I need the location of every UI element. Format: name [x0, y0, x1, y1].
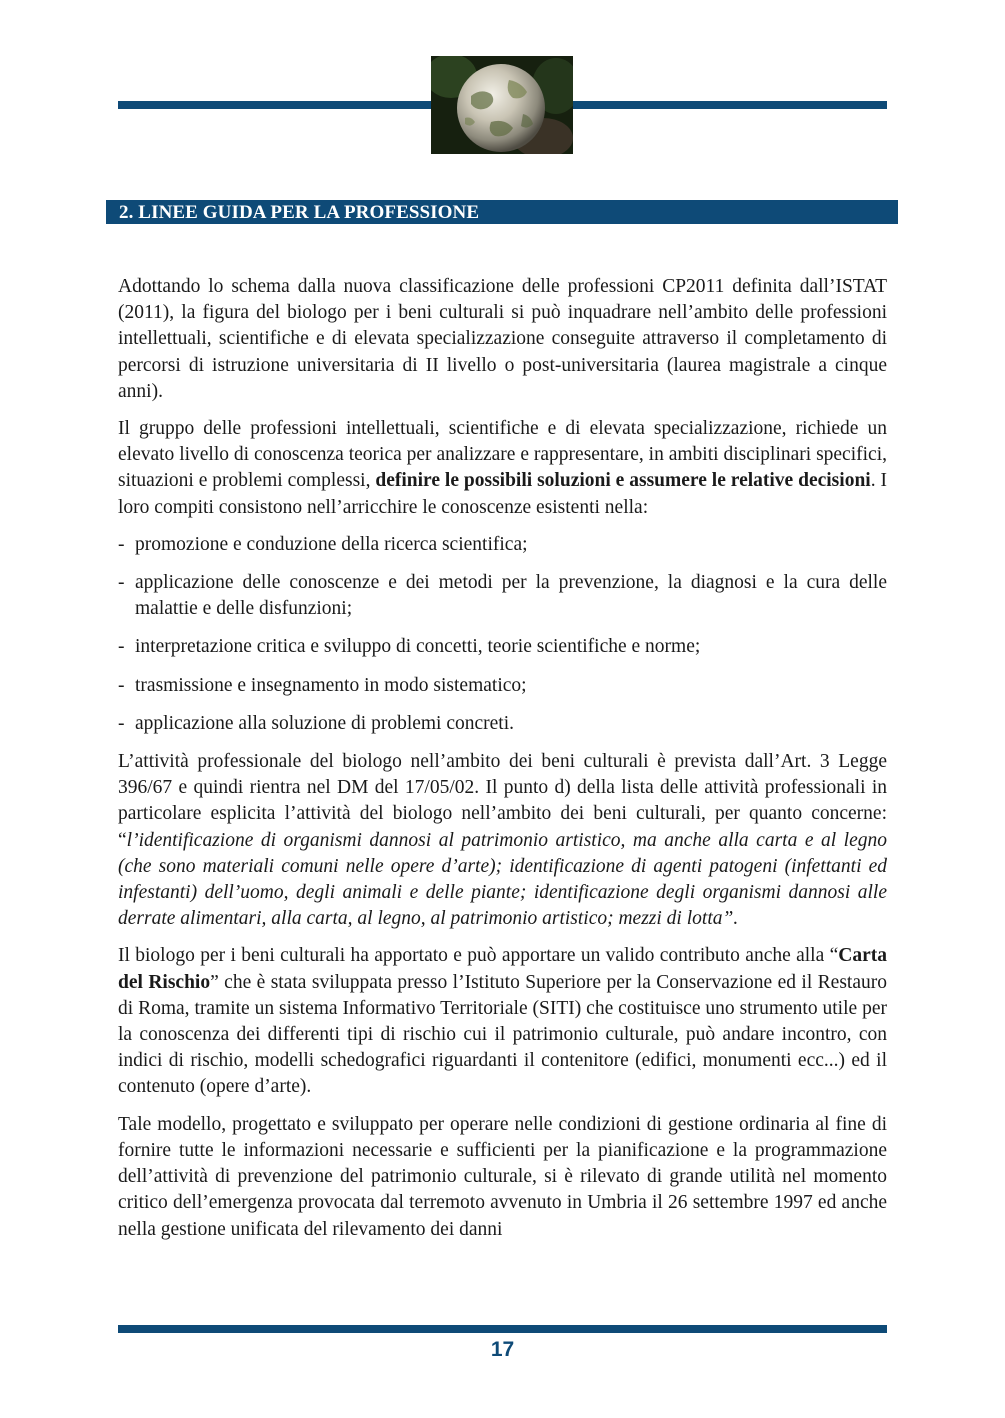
- list-dash: -: [118, 712, 125, 734]
- paragraph-3-quote: l’identificazione di organismi dannosi al patrimonio artistico, ma anche alla carta e al legno (che sono materiali comuni nelle opere d’arte); identificazione di agenti patogeni (infettanti ed infestanti) dell’uomo, degli animali e delle piante; identificazione degli organismi dannosi alle derrate alimentari, alla carta, al legno, al patrimonio artistico; mezzi di lotta: [118, 829, 887, 930]
- paragraph-3-text-a: L’attività professionale del biologo nell’ambito dei beni culturali è prevista dall’Art. 3 Legge 396/67 e quindi rientra nel DM del 17/05/02. Il punto d) della lista delle attività professionali in particolare esplicita l’attività del biologo nell’ambito dei beni culturali, per quanto concerne: “: [118, 751, 887, 851]
- paragraph-4-text-a: Il biologo per i beni culturali ha apportato e può apportare un valido contributo anche alla “: [118, 945, 839, 967]
- list-item-text: interpretazione critica e sviluppo di concetti, teorie scientifiche e norme;: [135, 636, 701, 658]
- list-dash: -: [118, 572, 125, 594]
- paragraph-4-text-b: ” che è stata sviluppata presso l’Istituto Superiore per la Conservazione ed il Restauro di Roma, tramite un sistema Informativo Territoriale (SITI) che costituisce uno strumento utile per la conoscenza dei differenti tipi di rischio cui il patrimonio culturale, può andare incontro, con indici di rischio, modelli schedografici riguardanti il contenitore (edifici, monumenti ecc...) ed il contenuto (opere d’arte).: [118, 971, 887, 1098]
- footer-rule: [118, 1325, 887, 1333]
- paragraph-2-text-a: Il gruppo delle professioni intellettuali, scientifiche e di elevata specializzazione, richiede un elevato livello di conoscenza teorica per analizzare e rappresentare, in ambiti disciplinari specifici, situazioni e problemi complessi,: [118, 418, 887, 492]
- list-dash: -: [118, 636, 125, 658]
- list-dash: -: [118, 533, 125, 555]
- paragraph-2: [118, 416, 887, 521]
- list-item-text: promozione e conduzione della ricerca scientifica;: [135, 533, 528, 555]
- list-item: [118, 532, 887, 558]
- body-text: [118, 274, 887, 1254]
- paragraph-3: [118, 749, 887, 932]
- header-rule-left: [118, 101, 432, 109]
- list-item-text: applicazione delle conoscenze e dei metodi per la prevenzione, la diagnosi e la cura delle malattie e delle disfunzioni;: [135, 572, 887, 620]
- list-item-text: applicazione alla soluzione di problemi concreti.: [135, 712, 515, 734]
- paragraph-3-text-b: ”.: [722, 908, 739, 930]
- paragraph-4-bold: Carta del Rischio: [118, 945, 887, 993]
- list-item: [118, 711, 887, 737]
- list-item: [118, 634, 887, 660]
- paragraph-1: Adottando lo schema dalla nuova classificazione delle professioni CP2011 definita dall’ISTAT (2011), la figura del biologo per i beni culturali si può inquadrare nell’ambito delle professioni intellettuali, scientifiche e di elevata specializzazione conseguite attraverso il completamento di percorsi di istruzione universitaria di II livello o post-universitaria (laurea magistrale a cinque anni).: [118, 276, 887, 402]
- task-list: [118, 532, 887, 737]
- header-rule-right: [572, 101, 887, 109]
- page-number: 17: [490, 1338, 515, 1361]
- list-item: [118, 570, 887, 622]
- globe-sculpture-icon: [431, 56, 573, 154]
- paragraph-2-bold: definire le possibili soluzioni e assumere le relative decisioni: [375, 470, 871, 492]
- list-item: [118, 673, 887, 699]
- paragraph-5: Tale modello, progettato e sviluppato per operare nelle condizioni di gestione ordinaria al fine di fornire tutte le informazioni necessarie e sufficienti per la pianificazione e la programmazione dell’attività di prevenzione del patrimonio culturale, si è rilevato di grande utilità nel momento critico dell’emergenza provocata dal terremoto avvenuto in Umbria il 26 settembre 1997 ed anche nella gestione unificata del rilevamento dei danni: [118, 1113, 887, 1240]
- list-dash: -: [118, 674, 125, 696]
- paragraph-2-text-b: . I loro compiti consistono nell’arricchire le conoscenze esistenti nella:: [118, 470, 887, 518]
- section-title: 2. LINEE GUIDA PER LA PROFESSIONE: [106, 200, 898, 224]
- list-item-text: trasmissione e insegnamento in modo sistematico;: [135, 674, 527, 696]
- paragraph-4: [118, 943, 887, 1100]
